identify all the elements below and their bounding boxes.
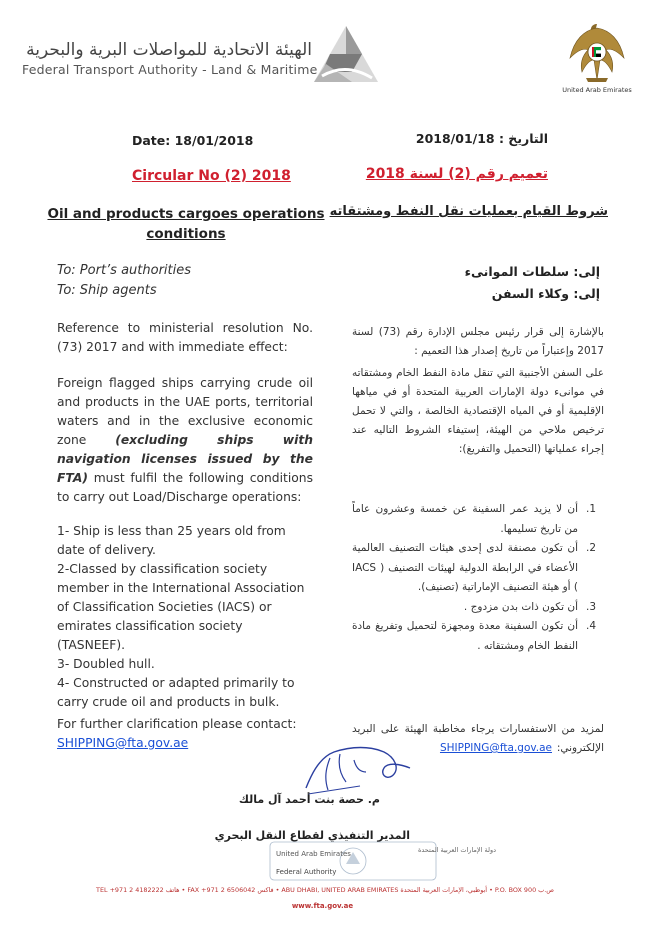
stamp-text: United Arab Emirates (276, 850, 351, 858)
condition-text: أن تكون ذات بدن مزدوج . (463, 600, 578, 613)
recipient-line: إلى: وكلاء السفن (491, 286, 600, 301)
condition-text: أن لا يزيد عمر السفينة عن خمسة وعشرون عاماً من تاريخ تسليمها. (352, 503, 578, 535)
condition-item: 2-Classed by classification society member in the International Association of Classification Societies (IACS) or emirates classification society (TASNEEF). (57, 562, 305, 652)
clarification-english (57, 715, 313, 753)
handwritten-signature-icon (300, 738, 420, 800)
reference-english: Reference to ministerial resolution No. (73) 2017 and with immediate effect: (57, 321, 313, 354)
condition-item (352, 617, 604, 656)
condition-text: أن تكون مصنفة لدى إحدى هيئات التصنيف العالمية الأعضاء في الرابطة الدولية لهيئات التصنيف ( IACS ) أو هيئة التصنيف الإماراتية (تصنيف). (352, 542, 578, 593)
condition-number: 2. (586, 542, 597, 554)
footer-contact: TEL +971 2 4182222 هاتف • FAX +971 2 6506042 فاكس • ABU DHABI, UNITED ARAB EMIRATES أبوظبي، الإمارات العربية المتحدة • P.O. BOX 900 ص.ب (96, 886, 554, 894)
signatory-title: المدير التنفيذي لقطاع النقل البحري (214, 829, 410, 842)
condition-number: 4. (586, 620, 597, 632)
date-arabic: التاريخ : 2018/01/18 (415, 131, 548, 146)
requirement-paragraph-english (57, 374, 313, 507)
subject-english: Oil and products cargoes operations conditions (47, 206, 325, 242)
emblem-caption: United Arab Emirates (562, 86, 632, 94)
recipient-line: To: Ship agents (57, 283, 157, 298)
recipients-english (57, 261, 191, 301)
condition-item (352, 539, 604, 598)
subject-arabic: شروط القيام بعمليات نقل النفط ومشتقاته (329, 204, 608, 219)
condition-item: 4- Constructed or adapted primarily to carry crude oil and products in bulk. (57, 676, 295, 709)
organization-name-english: Federal Transport Authority - Land & Maritime (22, 62, 318, 77)
footer-website: www.fta.gov.ae (291, 902, 354, 910)
condition-item: 3- Doubled hull. (57, 657, 155, 671)
uae-falcon-emblem-icon (566, 20, 628, 88)
condition-item (352, 598, 604, 618)
reference-arabic: بالإشارة إلى قرار رئيس مجلس الإدارة رقم (73) لسنة 2017 وإعتباراً من تاريخ إصدار هذا التعميم : (352, 326, 604, 357)
circular-number-arabic: تعميم رقم (2) لسنة 2018 (365, 166, 548, 182)
conditions-list-english (57, 522, 313, 712)
condition-number: 1. (586, 503, 597, 515)
organization-name-arabic: الهيئة الاتحادية للمواصلات البرية والبحرية (26, 40, 312, 60)
requirement-paragraph-arabic: على السفن الأجنبية التي تنقل مادة النفط الخام ومشتقاته في موانىء دولة الإمارات العربية المتحدة أو في مياهها الإقليمية أو في المياه الإقتصادية الخالصة ، والتي لا تحمل ترخيص ملاحي من الهيئة، إستيفاء الشروط التاليه عند إجراء عملياتها (التحميل والتفريغ): (352, 367, 604, 455)
condition-item (352, 500, 604, 539)
paragraph-text: must fulfil the following conditions to carry out Load/Discharge operations: (57, 471, 313, 504)
paragraph-text: Foreign flagged ships carrying crude oil and products in the UAE ports, territorial waters and in the exclusive economic zone (57, 376, 313, 447)
conditions-list-arabic (352, 500, 604, 656)
recipient-line: To: Port’s authorities (57, 263, 192, 278)
stamp-text: دولة الإمارات العربية المتحدة (417, 846, 496, 854)
official-stamp-icon (268, 838, 438, 884)
recipients-arabic (420, 261, 600, 305)
condition-item: 1- Ship is less than 25 years old from date of delivery. (57, 524, 286, 557)
condition-number: 3. (586, 600, 597, 613)
exclusion-note: (excluding ships with navigation licenses issued by the FTA) (57, 433, 314, 485)
email-link-english[interactable]: SHIPPING@fta.gov.ae (57, 736, 189, 750)
clarification-text: For further clarification please contact: (57, 717, 297, 731)
clarification-text: لمزيد من الاستفسارات يرجاء مخاطبة الهيئة على البريد الإلكتروني: (352, 723, 604, 754)
condition-text: أن تكون السفينة معدة ومجهزة لتحميل وتفريغ مادة النفط الخام ومشتقاته . (352, 620, 578, 652)
stamp-text: Federal Authority (276, 868, 337, 876)
recipient-line: إلى: سلطات الموانىء (464, 264, 600, 279)
fta-logo-icon (312, 24, 380, 88)
date-english: Date: 18/01/2018 (132, 133, 254, 148)
signatory-name: م. حصة بنت أحمد آل مالك (238, 793, 380, 806)
email-link-arabic[interactable]: SHIPPING@fta.gov.ae (439, 742, 552, 754)
circular-number-english: Circular No (2) 2018 (132, 168, 291, 184)
